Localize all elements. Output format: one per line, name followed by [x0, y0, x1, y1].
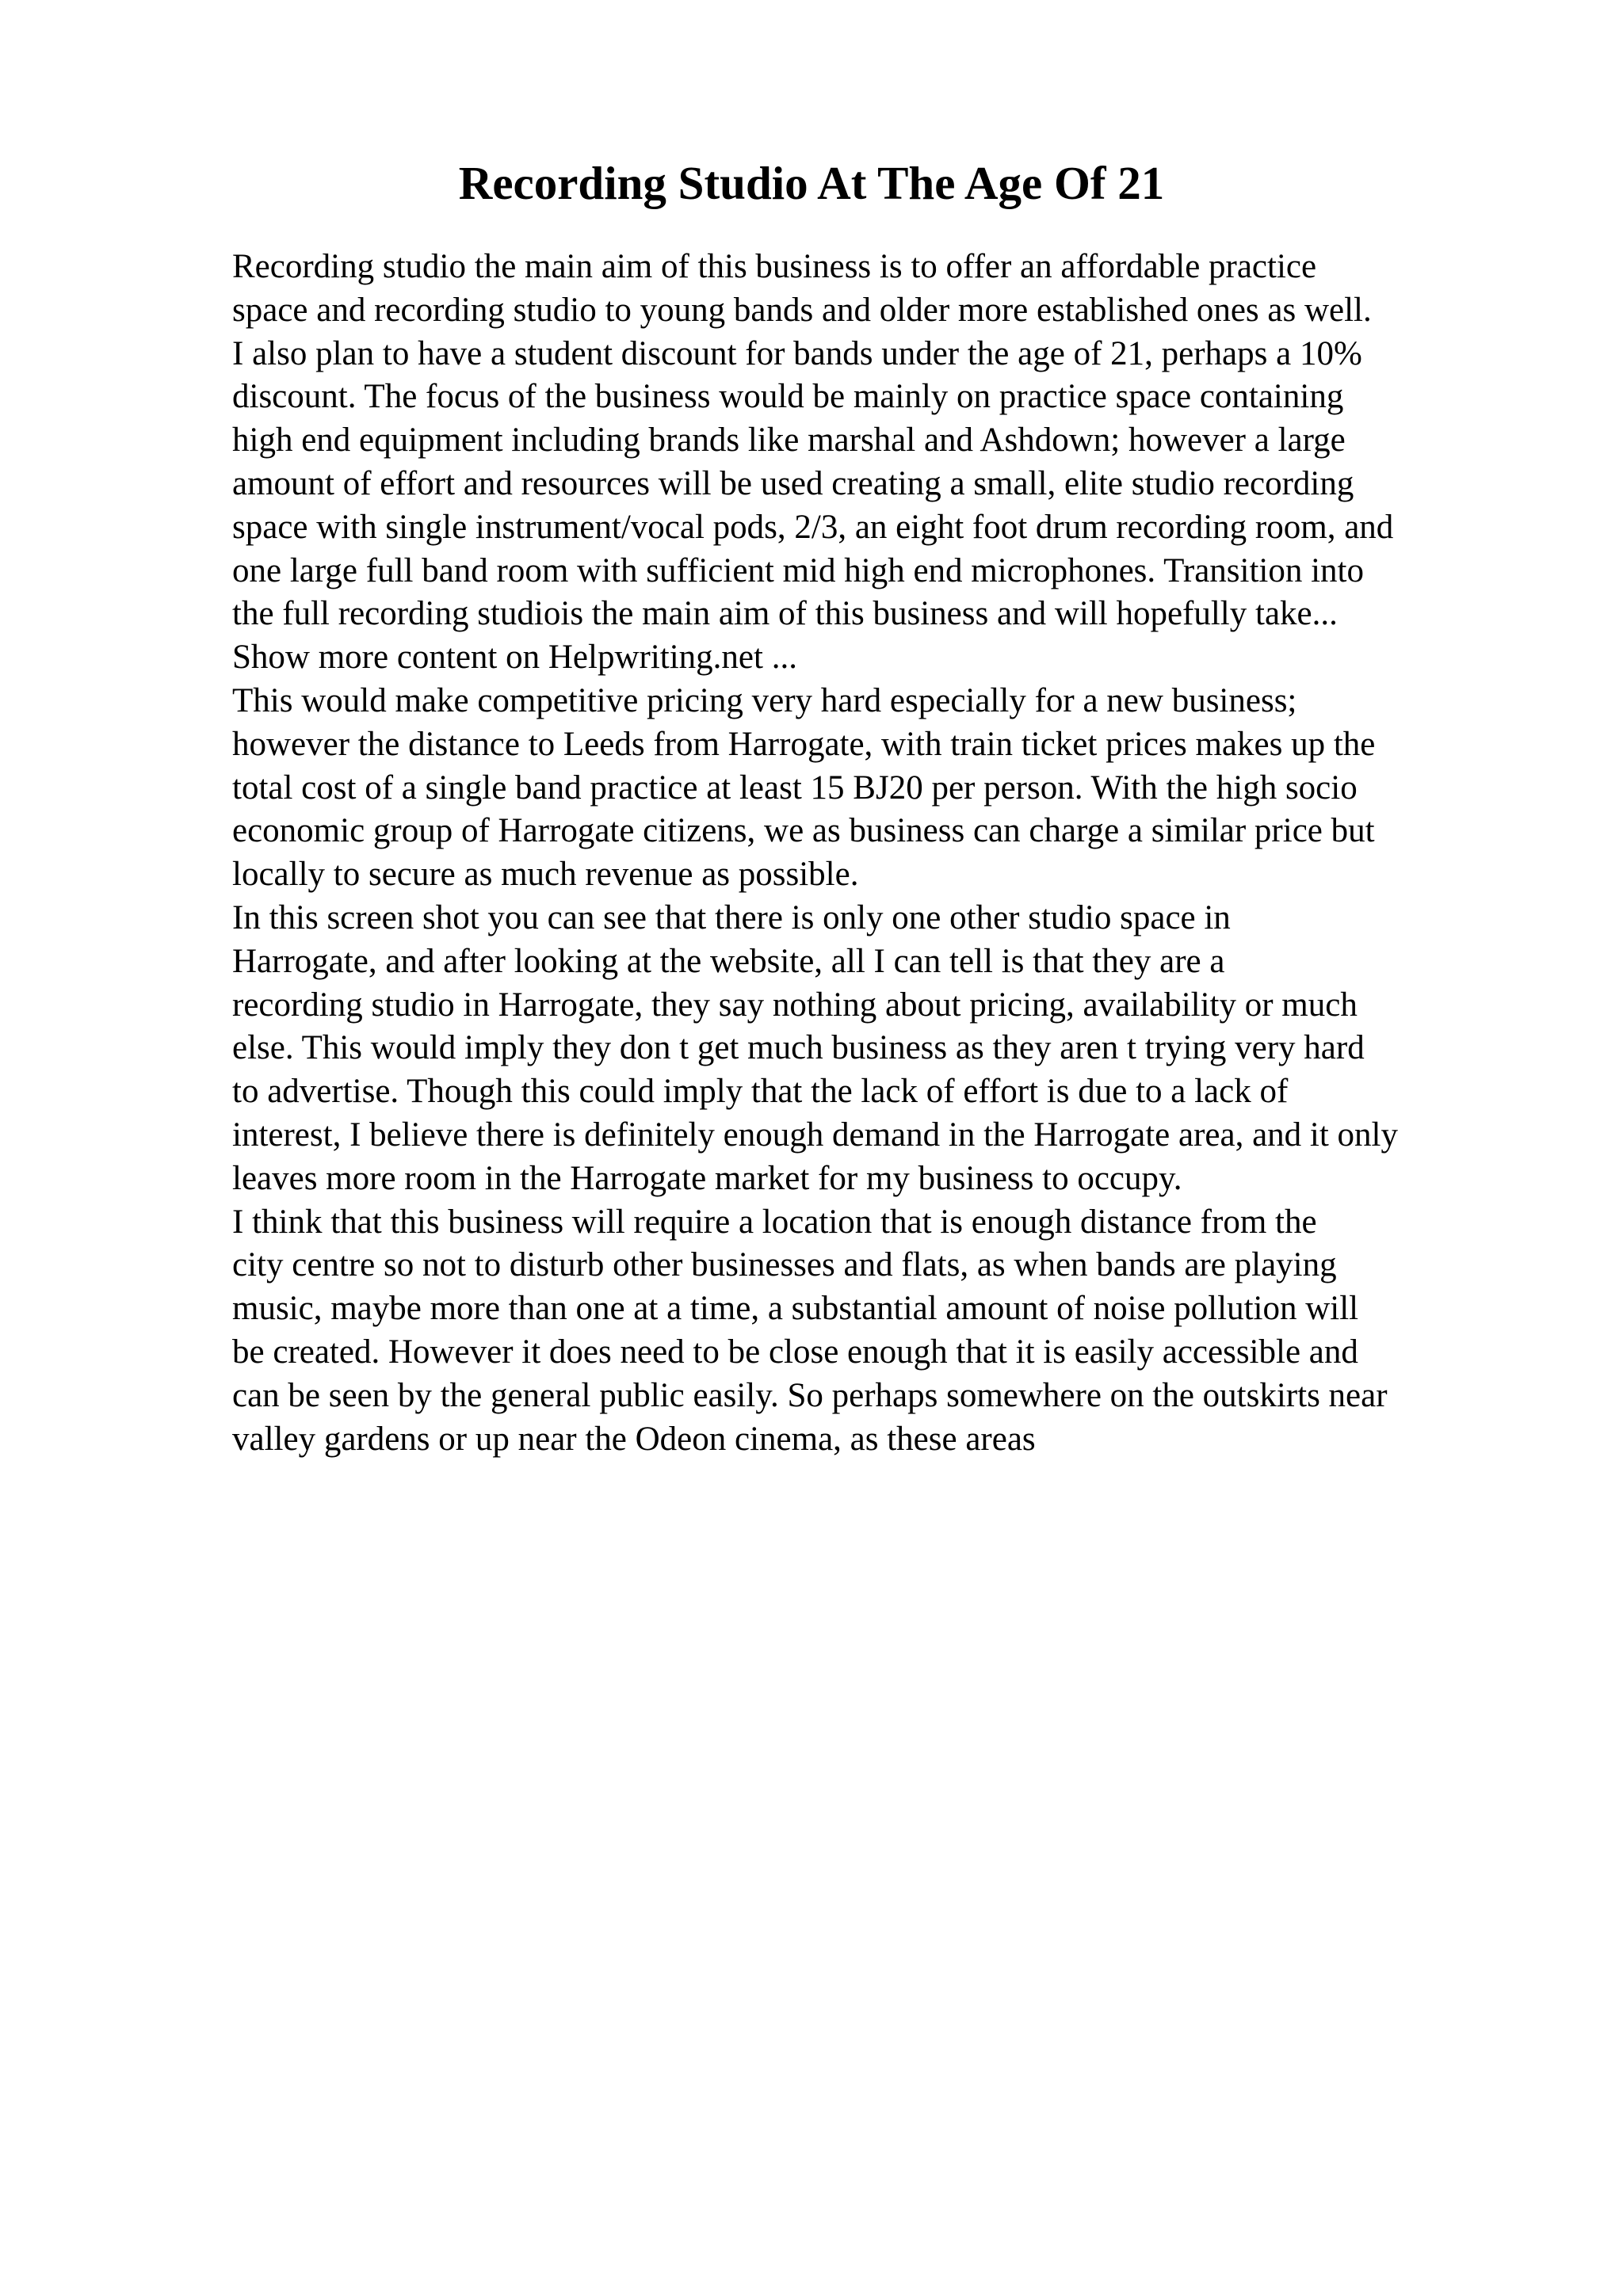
body-text-line: In this screen shot you can see that there is only one other studio space in	[232, 898, 1231, 936]
document-body	[232, 246, 1516, 1461]
body-text-line: however the distance to Leeds from Harrogate, with train ticket prices makes up the	[232, 725, 1376, 763]
body-text-line: city centre so not to disturb other businesses and flats, as when bands are playing	[232, 1246, 1337, 1284]
body-text-line: valley gardens or up near the Odeon cinema, as these areas	[232, 1420, 1036, 1458]
body-text-line: the full recording studiois the main aim of this business and will hopefully take...	[232, 595, 1338, 633]
body-text-line: interest, I believe there is definitely enough demand in the Harrogate area, and it only	[232, 1116, 1399, 1154]
body-text-line: be created. However it does need to be close enough that it is easily accessible and	[232, 1333, 1358, 1371]
body-text-line: else. This would imply they don t get much business as they aren t trying very hard	[232, 1029, 1365, 1067]
body-text-line: Show more content on Helpwriting.net ...	[232, 639, 797, 677]
body-text-line: I think that this business will require a location that is enough distance from the	[232, 1203, 1317, 1241]
body-text-line: total cost of a single band practice at least 15 BJ20 per person. With the high socio	[232, 769, 1358, 807]
body-text-line: I also plan to have a student discount for bands under the age of 21, perhaps a 10%	[232, 334, 1362, 372]
body-text-line: space with single instrument/vocal pods, 2/3, an eight foot drum recording room, and	[232, 508, 1394, 546]
body-text-line: can be seen by the general public easily. So perhaps somewhere on the outskirts near	[232, 1376, 1388, 1414]
body-text-line: recording studio in Harrogate, they say nothing about pricing, availability or much	[232, 986, 1358, 1024]
document-title: Recording Studio At The Age Of 21	[458, 157, 1165, 209]
body-text-line: leaves more room in the Harrogate market for my business to occupy.	[232, 1159, 1182, 1197]
body-text-line: Recording studio the main aim of this business is to offer an affordable practice	[232, 248, 1317, 285]
body-text-line: to advertise. Though this could imply that the lack of effort is due to a lack of	[232, 1073, 1289, 1111]
body-text-line: discount. The focus of the business would be mainly on practice space containing	[232, 378, 1344, 416]
body-text-line: amount of effort and resources will be used creating a small, elite studio recording	[232, 464, 1354, 502]
body-text-line: space and recording studio to young bands and older more established ones as well.	[232, 291, 1372, 329]
body-text-line: high end equipment including brands like marshal and Ashdown; however a large	[232, 421, 1346, 460]
body-text-line: economic group of Harrogate citizens, we as business can charge a similar price but	[232, 812, 1375, 850]
body-text-line: locally to secure as much revenue as possible.	[232, 856, 859, 894]
body-text-line: music, maybe more than one at a time, a substantial amount of noise pollution will	[232, 1290, 1359, 1328]
body-text-line: Harrogate, and after looking at the website, all I can tell is that they are a	[232, 942, 1225, 980]
body-text-line: one large full band room with sufficient mid high end microphones. Transition into	[232, 551, 1365, 589]
body-text-line: This would make competitive pricing very hard especially for a new business;	[232, 681, 1297, 719]
